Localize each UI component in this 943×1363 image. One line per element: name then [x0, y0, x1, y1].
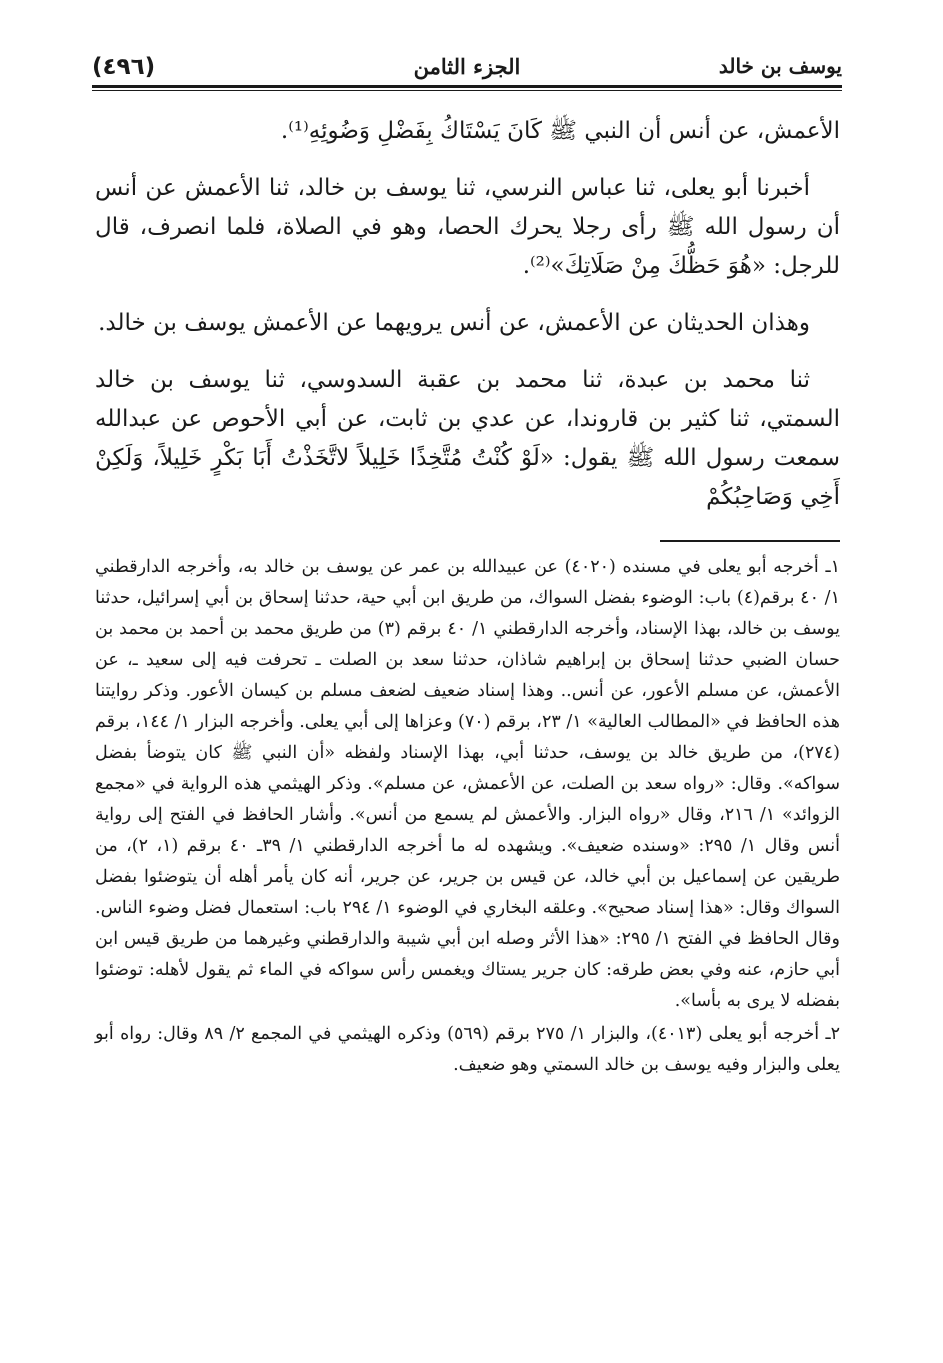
footnotes — [95, 552, 840, 1081]
footnote-2: ٢ـ أخرجه أبو يعلى (٤٠١٣)، والبزار ١/ ٢٧٥ برقم (٥٦٩) وذكره الهيثمي في المجمع ٢/ ٨٩ وقال: رواه أبو يعلى والبزار وفيه يوسف بن خالد السمتي وهو ضعيف. — [95, 1024, 840, 1075]
volume-title: الجزء الثامن — [413, 54, 521, 79]
entry-name: يوسف بن خالد — [718, 54, 842, 78]
header-rule-thin — [92, 90, 842, 91]
paragraph-4: ثنا محمد بن عبدة، ثنا محمد بن عقبة السدوسي، ثنا يوسف بن خالد السمتي، ثنا كثير بن قاروندا، عن عدي بن ثابت، عن أبي الأحوص عن عبدالله سمعت رسول الله ﷺ يقول: «لَوْ كُنْتُ مُتَّخِذًا خَلِيلاً لاتَّخَذْتُ أَبَا بَكْرٍ خَلِيلاً، وَلَكِنْ أَخِي وَصَاحِبُكُمْ — [95, 367, 840, 510]
paragraph-1: الأعمش، عن أنس أن النبي ﷺ كَانَ يَسْتَاكُ بِفَضْلِ وَضُوئِهِ⁽¹⁾. — [280, 118, 840, 144]
footnote-1: ١ـ أخرجه أبو يعلى في مسنده (٤٠٢٠) عن عبيدالله بن عمر عن يوسف بن خالد به، وأخرجه الدارقطني ١/ ٤٠ برقم(٤) باب: الوضوء بفضل السواك، من طريق ابن أبي حية، حدثنا إسحاق بن أبي إسرائيل، حدثنا يوسف بن خالد، بهذا الإسناد، وأخرجه الدارقطني ١/ ٤٠ برقم (٣) من طريق محمد بن أحمد بن محمد بن حسان الضبي حدثنا إسحاق بن إبراهيم شاذان، حدثنا سعد بن الصلت ـ تحرفت فيه إلى سعيد ـ، عن الأعمش، عن مسلم الأعور، عن أنس.. وهذا إسناد ضعيف لضعف مسلم بن كيسان الأعور. وذكر روايتنا هذه الحافظ في «المطالب العالية» ١/ ٢٣، برقم (٧٠) وعزاها إلى أبي يعلى. وأخرجه البزار ١/ ١٤٤، برقم (٢٧٤)، من طريق خالد بن يوسف، حدثنا أبي، بهذا الإسناد ولفظه «أن النبي ﷺ كان يتوضأ بفضل سواكه». وقال: «رواه سعد بن الصلت، عن الأعمش، عن مسلم». وذكر الهيثمي هذه الرواية في «مجمع الزوائد» ١/ ٢١٦، وقال «رواه البزار. والأعمش لم يسمع من أنس». وأشار الحافظ في الفتح إلى رواية أنس وقال ١/ ٢٩٥: «وسنده ضعيف». ويشهده له ما أخرجه الدارقطني ١/ ٣٩ـ ٤٠ برقم (١، ٢)، من طريقين عن إسماعيل بن أبي خالد، عن قيس بن جرير، عن جرير، أنه كان يأمر أهله أن يتوضئوا بفضل السواك وقال: «هذا إسناد صحيح». وعلقه البخاري في الوضوء ١/ ٢٩٤ باب: استعمال فضل وضوء الناس. وقال الحافظ في الفتح ١/ ٢٩٥: «هذا الأثر وصله ابن أبي شيبة والدارقطني وغيرهما من طريق قيس ابن أبي حازم، عنه وفي بعض طرقه: كان جرير يستاك ويغمس رأس سواكه في الماء ثم يقول لأهله: توضئوا بفضله لا يرى به بأسا». — [95, 557, 840, 1011]
footnote-separator — [660, 540, 840, 542]
page-header — [92, 40, 842, 84]
page-number: (٤٩٦) — [92, 54, 156, 80]
header-rule — [92, 85, 842, 88]
paragraph-3: وهذان الحديثان عن الأعمش، عن أنس يرويهما عن الأعمش يوسف بن خالد. — [98, 310, 810, 336]
paragraph-2: أخبرنا أبو يعلى، ثنا عباس النرسي، ثنا يوسف بن خالد، ثنا الأعمش عن أنس أن رسول الله ﷺ رأى رجلا يحرك الحصا، وهو في الصلاة، فلما انصرف، قال للرجل: «هُوَ حَظُّكَ مِنْ صَلَاتِكَ»⁽²⁾. — [95, 175, 840, 279]
main-text — [95, 112, 840, 535]
